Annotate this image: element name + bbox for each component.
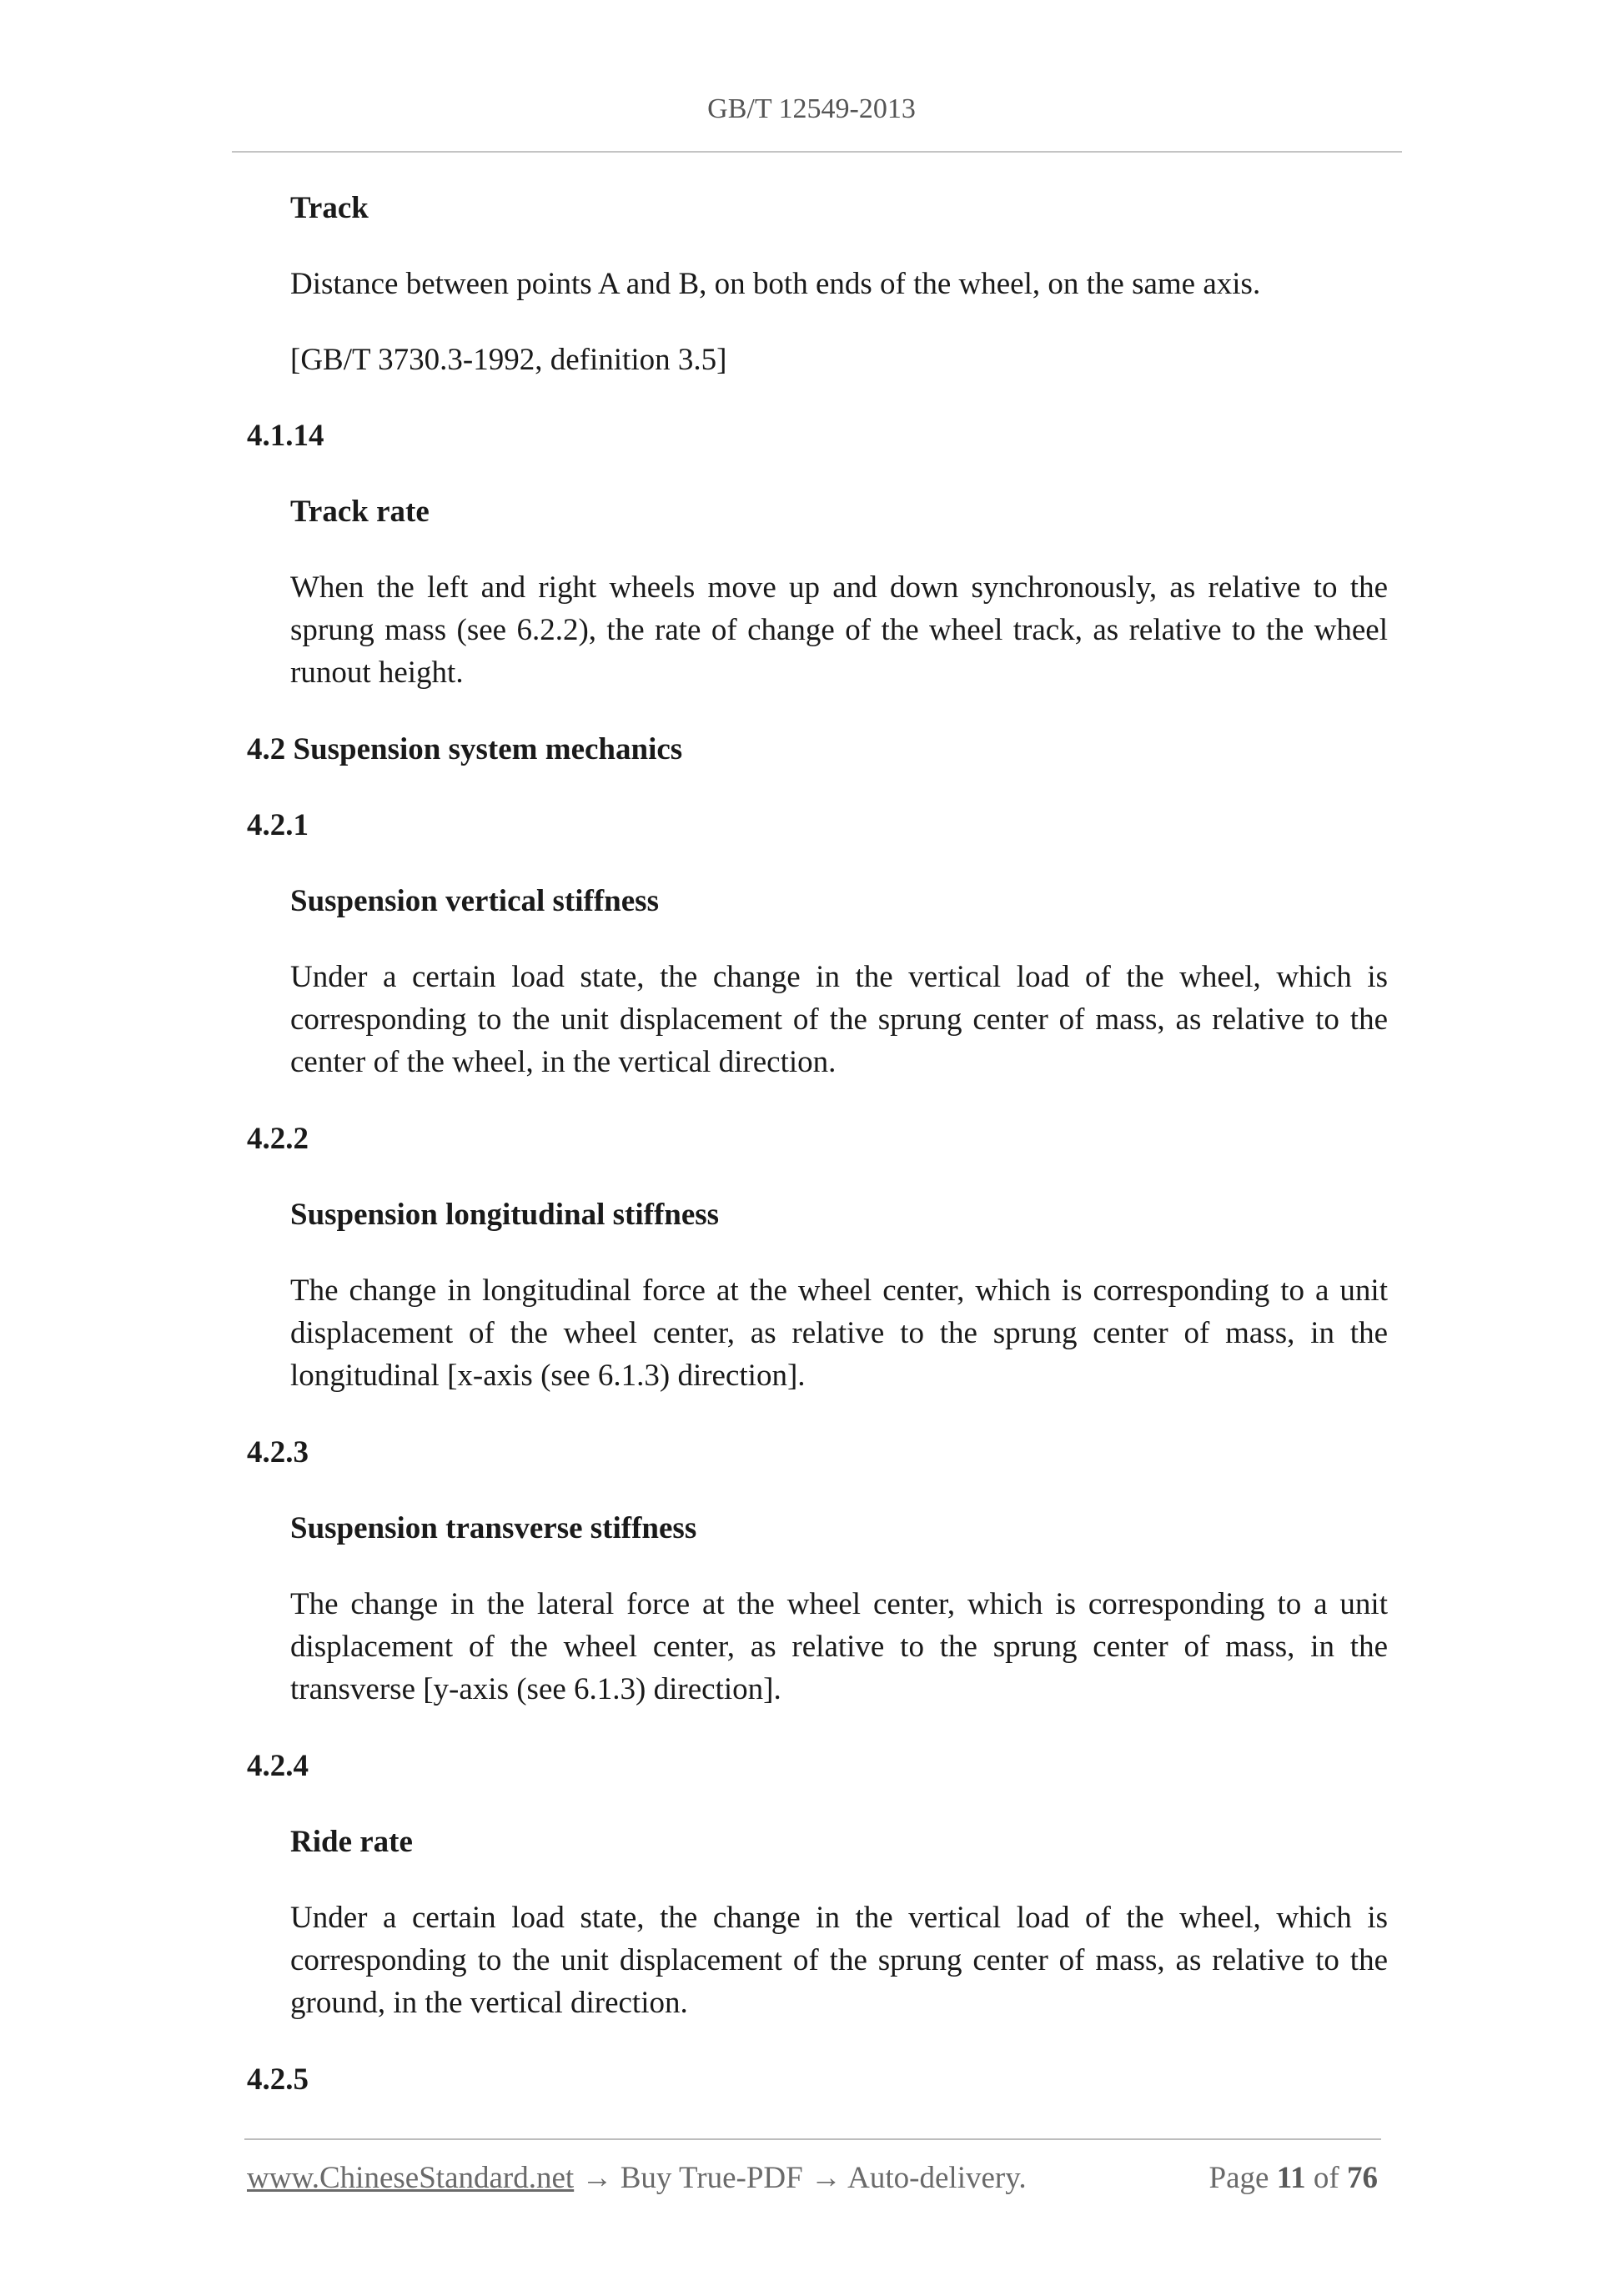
header-divider bbox=[232, 151, 1402, 153]
of-word: of bbox=[1313, 2161, 1339, 2195]
term-suspension-longitudinal-stiffness: Suspension longitudinal stiffness bbox=[290, 1198, 720, 1232]
clause-number-4-2-1: 4.2.1 bbox=[247, 808, 309, 842]
term-ride-rate: Ride rate bbox=[290, 1825, 413, 1859]
page-number: 11 bbox=[1276, 2161, 1306, 2195]
clause-number-4-2-5: 4.2.5 bbox=[247, 2062, 309, 2097]
definition-track-rate: When the left and right wheels move up and down synchronously, as relative to the sprung mass (see 6.2.2), the rate of change of the wheel track, as relative to the wheel runout height. bbox=[290, 570, 1388, 690]
arrow-right-icon: → bbox=[581, 2161, 613, 2195]
footer-buy-text: Buy True-PDF bbox=[620, 2161, 803, 2195]
definition-track: Distance between points A and B, on both ends of the wheel, on the same axis. bbox=[290, 267, 1261, 301]
definition-suspension-vertical-stiffness: Under a certain load state, the change in the vertical load of the wheel, which is corresponding to the unit displacement of the sprung center of mass, as relative to the center of the wheel, in the vertical direction. bbox=[290, 960, 1388, 1079]
footer-delivery-text: Auto-delivery. bbox=[847, 2161, 1027, 2195]
definition-ride-rate: Under a certain load state, the change in the vertical load of the wheel, which is corresponding to the unit displacement of the sprung center of mass, as relative to the ground, in the vertical direction. bbox=[290, 1901, 1388, 2020]
page-word: Page bbox=[1208, 2161, 1269, 2195]
page-counter bbox=[1209, 2160, 1378, 2196]
arrow-right-icon: → bbox=[810, 2161, 842, 2195]
footer-left bbox=[247, 2160, 1027, 2196]
section-heading-4-2: 4.2 Suspension system mechanics bbox=[247, 732, 683, 766]
definition-suspension-longitudinal-stiffness: The change in longitudinal force at the wheel center, which is corresponding to a unit displacement of the wheel center, as relative to the sprung center of mass, in the longitudinal [x-axis (see 6.1.3) direction]. bbox=[290, 1274, 1388, 1393]
reference-track: [GB/T 3730.3-1992, definition 3.5] bbox=[290, 343, 727, 377]
page-total: 76 bbox=[1347, 2161, 1378, 2195]
term-suspension-transverse-stiffness: Suspension transverse stiffness bbox=[290, 1511, 697, 1545]
footer-site-link[interactable]: www.ChineseStandard.net bbox=[247, 2161, 575, 2195]
term-track-rate: Track rate bbox=[290, 495, 430, 529]
clause-number-4-2-3: 4.2.3 bbox=[247, 1435, 309, 1470]
term-suspension-vertical-stiffness: Suspension vertical stiffness bbox=[290, 884, 659, 918]
definition-suspension-transverse-stiffness: The change in the lateral force at the wheel center, which is corresponding to a unit displacement of the wheel center, as relative to the sprung center of mass, in the transverse [y-axis (see 6.1.3) direction]. bbox=[290, 1587, 1388, 1706]
page-header-title: GB/T 12549-2013 bbox=[707, 93, 916, 124]
term-track: Track bbox=[290, 191, 369, 225]
footer-divider bbox=[244, 2138, 1381, 2140]
clause-number-4-2-2: 4.2.2 bbox=[247, 1122, 309, 1156]
clause-number-4-1-14: 4.1.14 bbox=[247, 419, 324, 453]
clause-number-4-2-4: 4.2.4 bbox=[247, 1749, 309, 1783]
